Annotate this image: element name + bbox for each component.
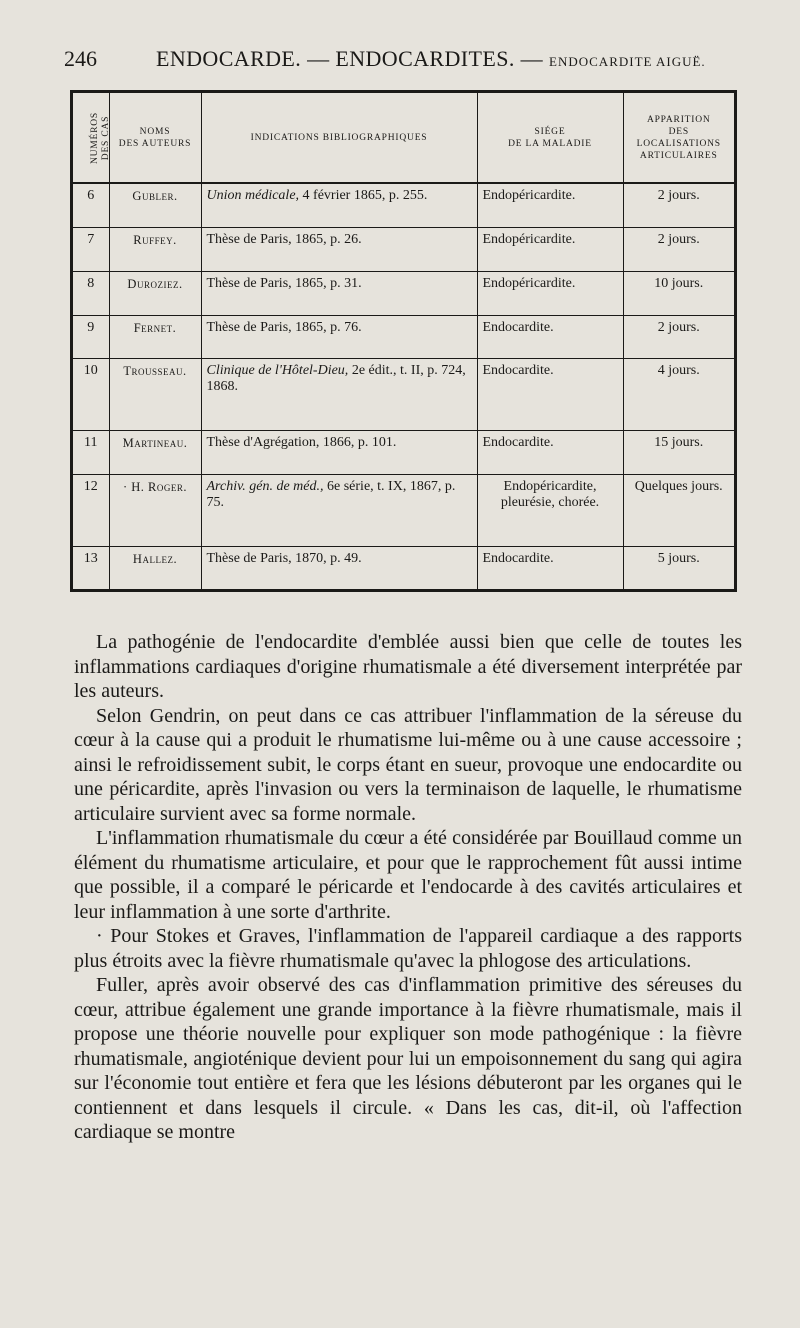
table-row: [73, 183, 734, 228]
table-row: [73, 474, 734, 546]
header-authors: NOMS DES AUTEURS: [109, 93, 201, 183]
disease-seat: Endocardite.: [477, 315, 623, 359]
paragraph: La pathogénie de l'endocardite d'emblée aussi bien que celle de toutes les inflammations cardiaques d'origine rhumatismale a été diversement interprétée par les auteurs.: [74, 631, 742, 702]
table-row: [73, 271, 734, 315]
joint-onset: Quelques jours.: [623, 474, 734, 546]
disease-seat: Endopéricardite, pleurésie, chorée.: [477, 474, 623, 546]
author-name: · H. Roger.: [109, 474, 201, 546]
running-title: [156, 46, 706, 72]
table-header-row: [73, 93, 734, 183]
paragraph: L'inflammation rhumatismale du cœur a été considérée par Bouillaud comme un élément du rhumatisme articulaire, et pour que le rapprochement fût aussi intime que possible, il a comparé le péricarde et l'endocarde à des cavités articulaires et leur inflammation à une sorte d'arthrite.: [74, 827, 742, 923]
bibliography-table: [70, 90, 737, 592]
table-body: [73, 183, 734, 589]
reference: Thèse de Paris, 1865, p. 26.: [201, 228, 477, 272]
table-row: [73, 359, 734, 431]
joint-onset: 15 jours.: [623, 431, 734, 475]
reference: Thèse de Paris, 1865, p. 31.: [201, 271, 477, 315]
case-number: 10: [73, 359, 109, 431]
table-row: [73, 431, 734, 475]
case-number: 9: [73, 315, 109, 359]
reference: Union médicale, 4 février 1865, p. 255.: [201, 183, 477, 228]
paragraph: Fuller, après avoir observé des cas d'inflammation primitive des séreuses du cœur, attribue également une grande importance à la fièvre rhumatismale, mais il propose une théorie nouvelle pour expliquer son mode pathogénique : la fièvre rhumatismale, angioténique devient pour lui un empoisonnement du sang qui agira sur l'économie tout entière et fera que les lésions débuteront par les organes qui le contiennent et dans lesquels il circule. « Dans les cas, dit-il, où l'affection cardiaque se montre: [74, 974, 742, 1143]
reference: Archiv. gén. de méd., 6e série, t. IX, 1867, p. 75.: [201, 474, 477, 546]
author-name: Hallez.: [109, 546, 201, 589]
table-row: [73, 228, 734, 272]
joint-onset: 2 jours.: [623, 315, 734, 359]
disease-seat: Endocardite.: [477, 546, 623, 589]
page-number: 246: [64, 46, 97, 71]
paragraph: Selon Gendrin, on peut dans ce cas attribuer l'inflammation de la séreuse du cœur à la cause qui a produit le rhumatisme lui-même ou à une cause accessoire ; ainsi le refroidissement subit, le corps étant en sueur, provoque une endocardite ou une péricardite, après l'invasion ou vers la terminaison de laquelle, le rhumatisme articulaire survient avec sa forme normale.: [74, 704, 742, 825]
author-name: Ruffey.: [109, 228, 201, 272]
author-name: Duroziez.: [109, 271, 201, 315]
author-name: Trousseau.: [109, 359, 201, 431]
case-number: 8: [73, 271, 109, 315]
author-name: Gubler.: [109, 183, 201, 228]
author-name: Martineau.: [109, 431, 201, 475]
disease-seat: Endocardite.: [477, 359, 623, 431]
running-header: [64, 44, 744, 74]
disease-seat: Endocardite.: [477, 431, 623, 475]
running-title-main: ENDOCARDE. — ENDOCARDITES. —: [156, 46, 544, 71]
header-case-number: [73, 93, 112, 183]
case-number: 12: [73, 474, 109, 546]
joint-onset: 5 jours.: [657, 550, 700, 566]
disease-seat: Endopéricardite.: [477, 271, 623, 315]
case-number: 13: [73, 546, 109, 589]
header-seat: SIÉGE DE LA MALADIE: [477, 93, 623, 183]
disease-seat: Endopéricardite.: [477, 183, 623, 228]
joint-onset: 2 jours.: [623, 183, 734, 228]
disease-seat: Endopéricardite.: [477, 228, 623, 272]
case-number: 11: [73, 431, 109, 475]
reference: Thèse de Paris, 1870, p. 49.: [201, 546, 477, 589]
body-text: [74, 630, 742, 1145]
reference: Thèse de Paris, 1865, p. 76.: [201, 315, 477, 359]
running-title-sub: ENDOCARDITE AIGUË.: [549, 54, 706, 69]
case-number: 6: [73, 183, 109, 228]
header-references: INDICATIONS BIBLIOGRAPHIQUES: [201, 93, 477, 183]
joint-onset: 2 jours.: [623, 228, 734, 272]
author-name: Fernet.: [109, 315, 201, 359]
cases-table: [73, 93, 734, 589]
table-row: [73, 546, 734, 589]
reference: Clinique de l'Hôtel-Dieu, 2e édit., t. II, p. 724, 1868.: [201, 359, 477, 431]
case-number: 7: [73, 228, 109, 272]
table-row: [73, 315, 734, 359]
paragraph: · Pour Stokes et Graves, l'inflammation de l'appareil cardiaque a des rapports plus étroits avec la fièvre rhumatismale qu'avec la phlogose des articulations.: [74, 925, 742, 972]
header-onset: APPARITION DES LOCALISATIONS ARTICULAIRES: [623, 93, 734, 183]
header-case-number-label: NUMÉROS DES CAS: [90, 111, 112, 164]
reference: Thèse d'Agrégation, 1866, p. 101.: [201, 431, 477, 475]
joint-onset: 10 jours.: [623, 271, 734, 315]
joint-onset: 4 jours.: [623, 359, 734, 431]
